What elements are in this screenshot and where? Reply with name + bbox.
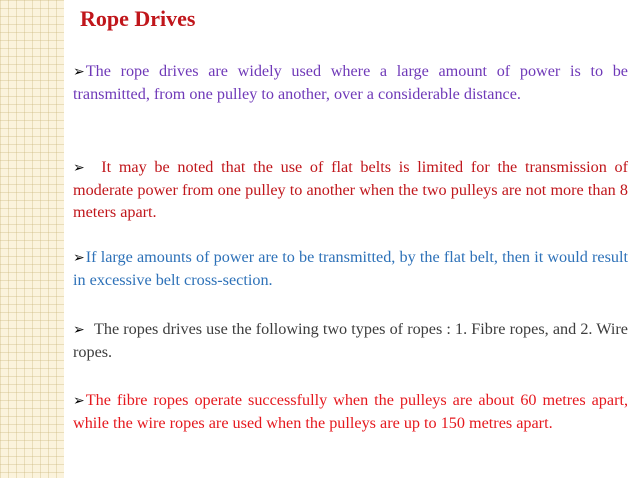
paragraph-text: The rope drives are widely used where a large amount of power is to be transmitted, from one pulley to another, over a considerable distance. [73, 62, 628, 103]
paragraph-excessive-cross-section [73, 246, 628, 291]
arrow-bullet-icon: ➢ [73, 322, 85, 338]
paragraph-text: The fibre ropes operate successfully when the pulleys are about 60 metres apart, while the wire ropes are used when the pulleys are up to 150 metres apart. [73, 391, 628, 432]
paragraph-text: The ropes drives use the following two types of ropes : 1. Fibre ropes, and 2. Wire ropes. [73, 320, 628, 361]
paragraph-rope-drives-usage [73, 60, 628, 105]
paragraph-text: It may be noted that the use of flat belts is limited for the transmission of moderate power from one pulley to another when the two pulleys are not more than 8 meters apart. [73, 158, 629, 221]
paragraph-rope-distances [73, 389, 628, 434]
paragraph-flat-belt-limits [73, 156, 628, 223]
slide-title: Rope Drives [80, 6, 196, 31]
arrow-bullet-icon: ➢ [73, 160, 85, 176]
arrow-bullet-icon: ➢ [73, 393, 85, 409]
decorative-grid-strip [0, 0, 64, 478]
arrow-bullet-icon: ➢ [73, 250, 85, 266]
paragraph-rope-types [73, 318, 628, 363]
paragraph-text: If large amounts of power are to be transmitted, by the flat belt, then it would result in excessive belt cross-section. [73, 248, 628, 289]
arrow-bullet-icon: ➢ [73, 64, 85, 80]
